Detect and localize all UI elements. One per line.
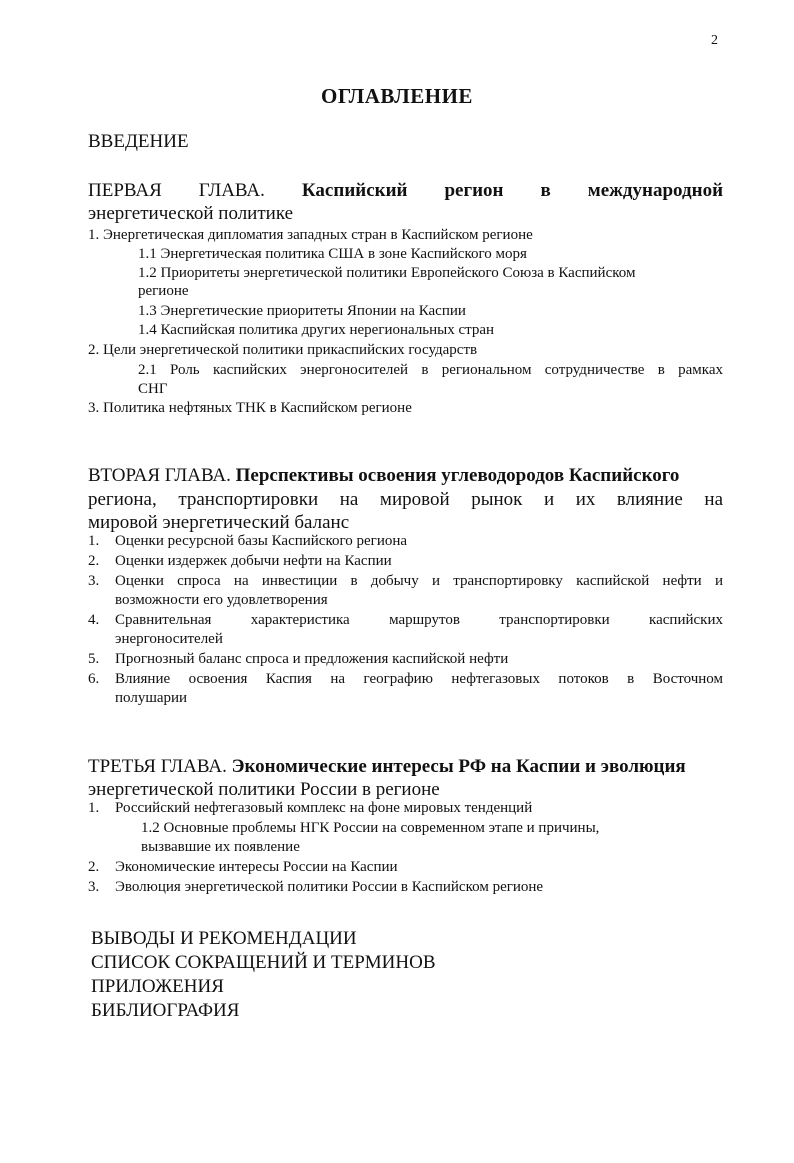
toc-item-number: 2. — [88, 859, 100, 875]
chapter3-title-2: энергетической политики России в регионе — [88, 779, 440, 800]
toc-item-continued: энергоносителей — [115, 631, 223, 647]
toc-item-number: 4. — [88, 612, 100, 628]
toc-item: 2.1 Роль каспийских энергоносителей в региональном сотрудничестве в рамках — [138, 362, 723, 378]
toc-item: Экономические интересы России на Каспии — [115, 859, 398, 875]
toc-item-number: 2. — [88, 553, 100, 569]
closing-bibliography: БИБЛИОГРАФИЯ — [91, 1000, 240, 1021]
closing-abbreviations: СПИСОК СОКРАЩЕНИЙ И ТЕРМИНОВ — [91, 952, 436, 973]
toc-title: ОГЛАВЛЕНИЕ — [321, 84, 473, 108]
toc-item: 1. Энергетическая дипломатия западных стран в Каспийском регионе — [88, 227, 533, 243]
toc-item: Оценки спроса на инвестиции в добычу и транспортировку каспийской нефти и — [115, 573, 723, 589]
closing-conclusions: ВЫВОДЫ И РЕКОМЕНДАЦИИ — [91, 928, 357, 949]
chapter1-title-2: энергетической политике — [88, 203, 294, 224]
chapter1-title-1: Каспийский регион в международной — [301, 180, 724, 201]
toc-item: Влияние освоения Каспия на географию нефтегазовых потоков в Восточном — [115, 671, 723, 687]
chapter3-label: ТРЕТЬЯ ГЛАВА. — [88, 756, 227, 777]
toc-item-number: 3. — [88, 573, 100, 589]
toc-item: Оценки ресурсной базы Каспийского региона — [115, 533, 408, 549]
toc-item: СНГ — [138, 381, 168, 397]
toc-item: Оценки издержек добычи нефти на Каспии — [115, 553, 392, 569]
toc-item-number: 3. — [88, 879, 100, 895]
toc-item-continued: возможности его удовлетворения — [115, 592, 328, 608]
chapter2-title-1: Перспективы освоения углеводородов Каспийского — [235, 465, 680, 486]
toc-item-continued: полушарии — [115, 690, 188, 706]
toc-item: 1.1 Энергетическая политика США в зоне Каспийского моря — [138, 246, 527, 262]
toc-item: 1.2 Приоритеты энергетической политики Европейского Союза в Каспийском — [138, 265, 636, 281]
chapter3-heading-line1 — [88, 755, 723, 778]
chapter1-heading-line1 — [88, 179, 723, 202]
toc-item-number: 5. — [88, 651, 100, 667]
chapter2-label: ВТОРАЯ ГЛАВА. — [88, 465, 231, 486]
toc-item-number: 6. — [88, 671, 100, 687]
toc-item: 1.3 Энергетические приоритеты Японии на Каспии — [138, 303, 466, 319]
toc-item: Российский нефтегазовый комплекс на фоне мировых тенденций — [115, 800, 533, 816]
chapter2-title-2: региона, транспортировки на мировой рынок и их влияние на — [88, 489, 723, 510]
toc-item: Прогнозный баланс спроса и предложения каспийской нефти — [115, 651, 509, 667]
toc-item-continued: вызвавшие их появление — [141, 839, 300, 855]
toc-item: Сравнительная характеристика маршрутов транспортировки каспийских — [115, 612, 723, 628]
closing-sections — [91, 927, 436, 1023]
toc-item: 3. Политика нефтяных ТНК в Каспийском регионе — [88, 400, 412, 416]
toc-item: 2. Цели энергетической политики прикаспийских государств — [88, 342, 478, 358]
page-number: 2 — [711, 33, 718, 48]
toc-item: регионе — [138, 283, 189, 299]
toc-item-number: 1. — [88, 800, 100, 816]
toc-item: 1.4 Каспийская политика других нерегиональных стран — [138, 322, 495, 338]
chapter2-title-3: мировой энергетический баланс — [88, 512, 350, 533]
toc-item: Эволюция энергетической политики России в Каспийском регионе — [115, 879, 544, 895]
chapter2-heading-line1 — [88, 464, 723, 487]
closing-appendices: ПРИЛОЖЕНИЯ — [91, 976, 224, 997]
chapter3-title-1: Экономические интересы РФ на Каспии и эволюция — [231, 756, 686, 777]
chapter1-label: ПЕРВАЯ ГЛАВА. — [88, 180, 265, 201]
intro-heading: ВВЕДЕНИЕ — [88, 131, 189, 152]
toc-item-number: 1. — [88, 533, 100, 549]
toc-item: 1.2 Основные проблемы НГК России на современном этапе и причины, — [141, 820, 600, 836]
